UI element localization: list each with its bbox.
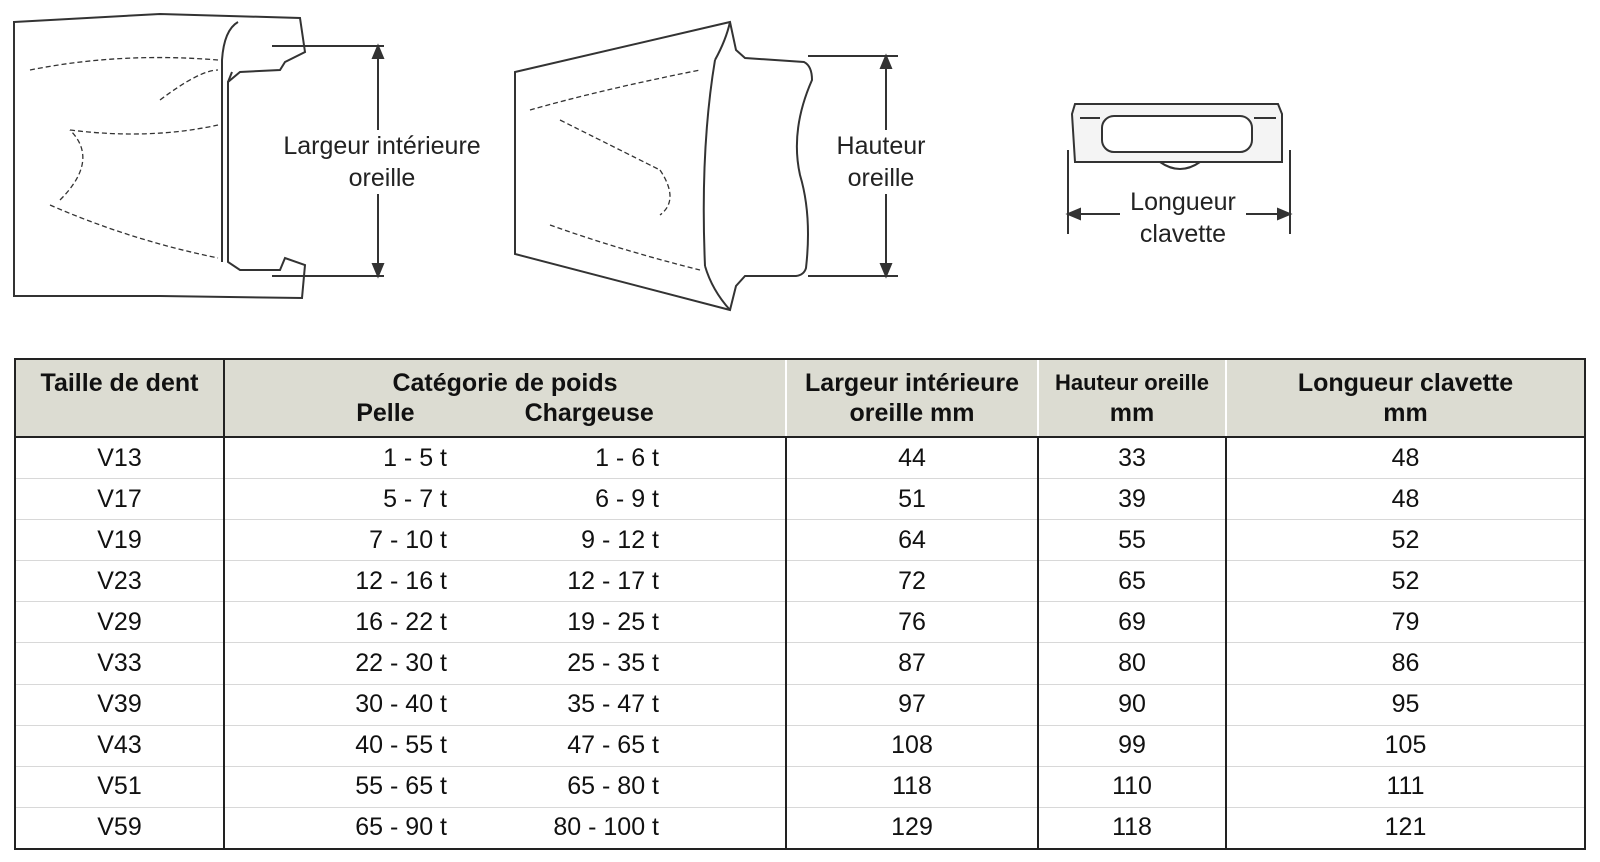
cell-weight-pelle: 22 - 30 t (355, 649, 447, 678)
cell-weight (224, 602, 786, 643)
header-width: Largeur intérieure oreille mm (786, 360, 1038, 437)
cell-size: V23 (16, 561, 224, 602)
width-label (272, 130, 492, 194)
cell-height: 99 (1038, 725, 1226, 766)
cell-height: 33 (1038, 437, 1226, 479)
width-label-line1: Largeur intérieure (283, 132, 481, 160)
cell-width: 64 (786, 520, 1038, 561)
cell-weight (224, 725, 786, 766)
cell-weight-pelle: 12 - 16 t (355, 566, 447, 595)
cell-height: 65 (1038, 561, 1226, 602)
cell-weight-chargeuse: 80 - 100 t (553, 813, 659, 842)
header-weight-chargeuse: Chargeuse (524, 399, 654, 427)
cell-width: 44 (786, 437, 1038, 479)
cell-weight (224, 807, 786, 848)
cell-width: 97 (786, 684, 1038, 725)
cell-weight (224, 437, 786, 479)
length-label (1120, 186, 1246, 250)
table-row (16, 725, 1584, 766)
header-weight-pelle: Pelle (356, 399, 415, 427)
cell-weight-pelle: 7 - 10 t (369, 525, 447, 554)
cell-weight-pelle: 30 - 40 t (355, 690, 447, 719)
table-row (16, 684, 1584, 725)
cell-length: 121 (1384, 813, 1427, 842)
diagrams-area (0, 0, 1600, 320)
cell-size: V29 (16, 602, 224, 643)
table-row (16, 643, 1584, 684)
cell-length: 95 (1226, 684, 1584, 725)
table-row (16, 561, 1584, 602)
tooth-top-drawing (515, 22, 812, 310)
cell-weight-pelle: 40 - 55 t (355, 731, 447, 760)
cell-length: 111 (1226, 766, 1584, 807)
cell-height: 55 (1038, 520, 1226, 561)
width-label-line2: oreille (348, 164, 416, 192)
length-label-line2: clavette (1120, 218, 1246, 250)
cell-height: 69 (1038, 602, 1226, 643)
cell-weight (224, 643, 786, 684)
tooth-side-drawing (14, 14, 305, 298)
table-row (16, 479, 1584, 520)
cell-size: V51 (16, 766, 224, 807)
cell-length: 79 (1226, 602, 1584, 643)
cell-weight-chargeuse: 47 - 65 t (567, 731, 659, 760)
header-weight-title: Catégorie de poids (392, 369, 618, 397)
height-label (826, 130, 936, 194)
cell-height: 90 (1038, 684, 1226, 725)
table-row (16, 437, 1584, 479)
length-label-line1: Longueur (1120, 186, 1246, 218)
cell-weight (224, 684, 786, 725)
cell-height: 39 (1038, 479, 1226, 520)
table-row (16, 602, 1584, 643)
cell-size: V17 (16, 479, 224, 520)
cell-length: 52 (1226, 561, 1584, 602)
cell-weight-pelle: 55 - 65 t (355, 772, 447, 801)
cell-length: 105 (1226, 725, 1584, 766)
cell-size: V33 (16, 643, 224, 684)
cell-height: 80 (1038, 643, 1226, 684)
table-header-row (16, 360, 1584, 437)
cell-size: V39 (16, 684, 224, 725)
header-weight-category (224, 360, 786, 437)
cell-weight-pelle: 16 - 22 t (355, 607, 447, 636)
height-label-line2: oreille (847, 164, 915, 192)
cell-size: V19 (16, 520, 224, 561)
table-row (16, 807, 1584, 848)
cell-weight-pelle: 5 - 7 t (383, 484, 447, 513)
cell-width: 108 (786, 725, 1038, 766)
cell-weight (224, 520, 786, 561)
cell-width: 118 (786, 766, 1038, 807)
height-label-line1: Hauteur (836, 132, 926, 160)
cell-length: 48 (1226, 437, 1584, 479)
cell-weight-chargeuse: 65 - 80 t (567, 772, 659, 801)
cell-length: 48 (1226, 479, 1584, 520)
cell-weight-chargeuse: 25 - 35 t (567, 649, 659, 678)
cell-weight-chargeuse: 19 - 25 t (567, 607, 659, 636)
cell-width: 129 (786, 807, 1038, 848)
cell-size: V59 (16, 807, 224, 848)
header-length: Longueur clavette mm (1226, 360, 1584, 437)
cell-height: 118 (1038, 807, 1226, 848)
cell-weight-chargeuse: 35 - 47 t (567, 690, 659, 719)
cell-width: 76 (786, 602, 1038, 643)
table-row (16, 766, 1584, 807)
cell-weight-pelle: 65 - 90 t (355, 813, 447, 842)
cell-weight-chargeuse: 12 - 17 t (567, 566, 659, 595)
table-row (16, 520, 1584, 561)
cell-height: 110 (1038, 766, 1226, 807)
cell-weight-chargeuse: 6 - 9 t (595, 484, 659, 513)
cell-width: 51 (786, 479, 1038, 520)
header-height: Hauteur oreille mm (1038, 360, 1226, 437)
tooth-diagrams (0, 0, 1600, 320)
header-size: Taille de dent (16, 360, 224, 437)
cell-width: 87 (786, 643, 1038, 684)
cell-weight (224, 561, 786, 602)
cell-length: 52 (1226, 520, 1584, 561)
pin-drawing (1072, 104, 1282, 169)
cell-weight-pelle: 1 - 5 t (383, 443, 447, 472)
specification-table (14, 358, 1586, 850)
cell-size: V43 (16, 725, 224, 766)
cell-weight-chargeuse: 9 - 12 t (581, 525, 659, 554)
cell-weight (224, 479, 786, 520)
cell-weight-chargeuse: 1 - 6 t (595, 443, 659, 472)
cell-width: 72 (786, 561, 1038, 602)
cell-length: 86 (1226, 643, 1584, 684)
cell-size: V13 (16, 437, 224, 479)
cell-weight (224, 766, 786, 807)
